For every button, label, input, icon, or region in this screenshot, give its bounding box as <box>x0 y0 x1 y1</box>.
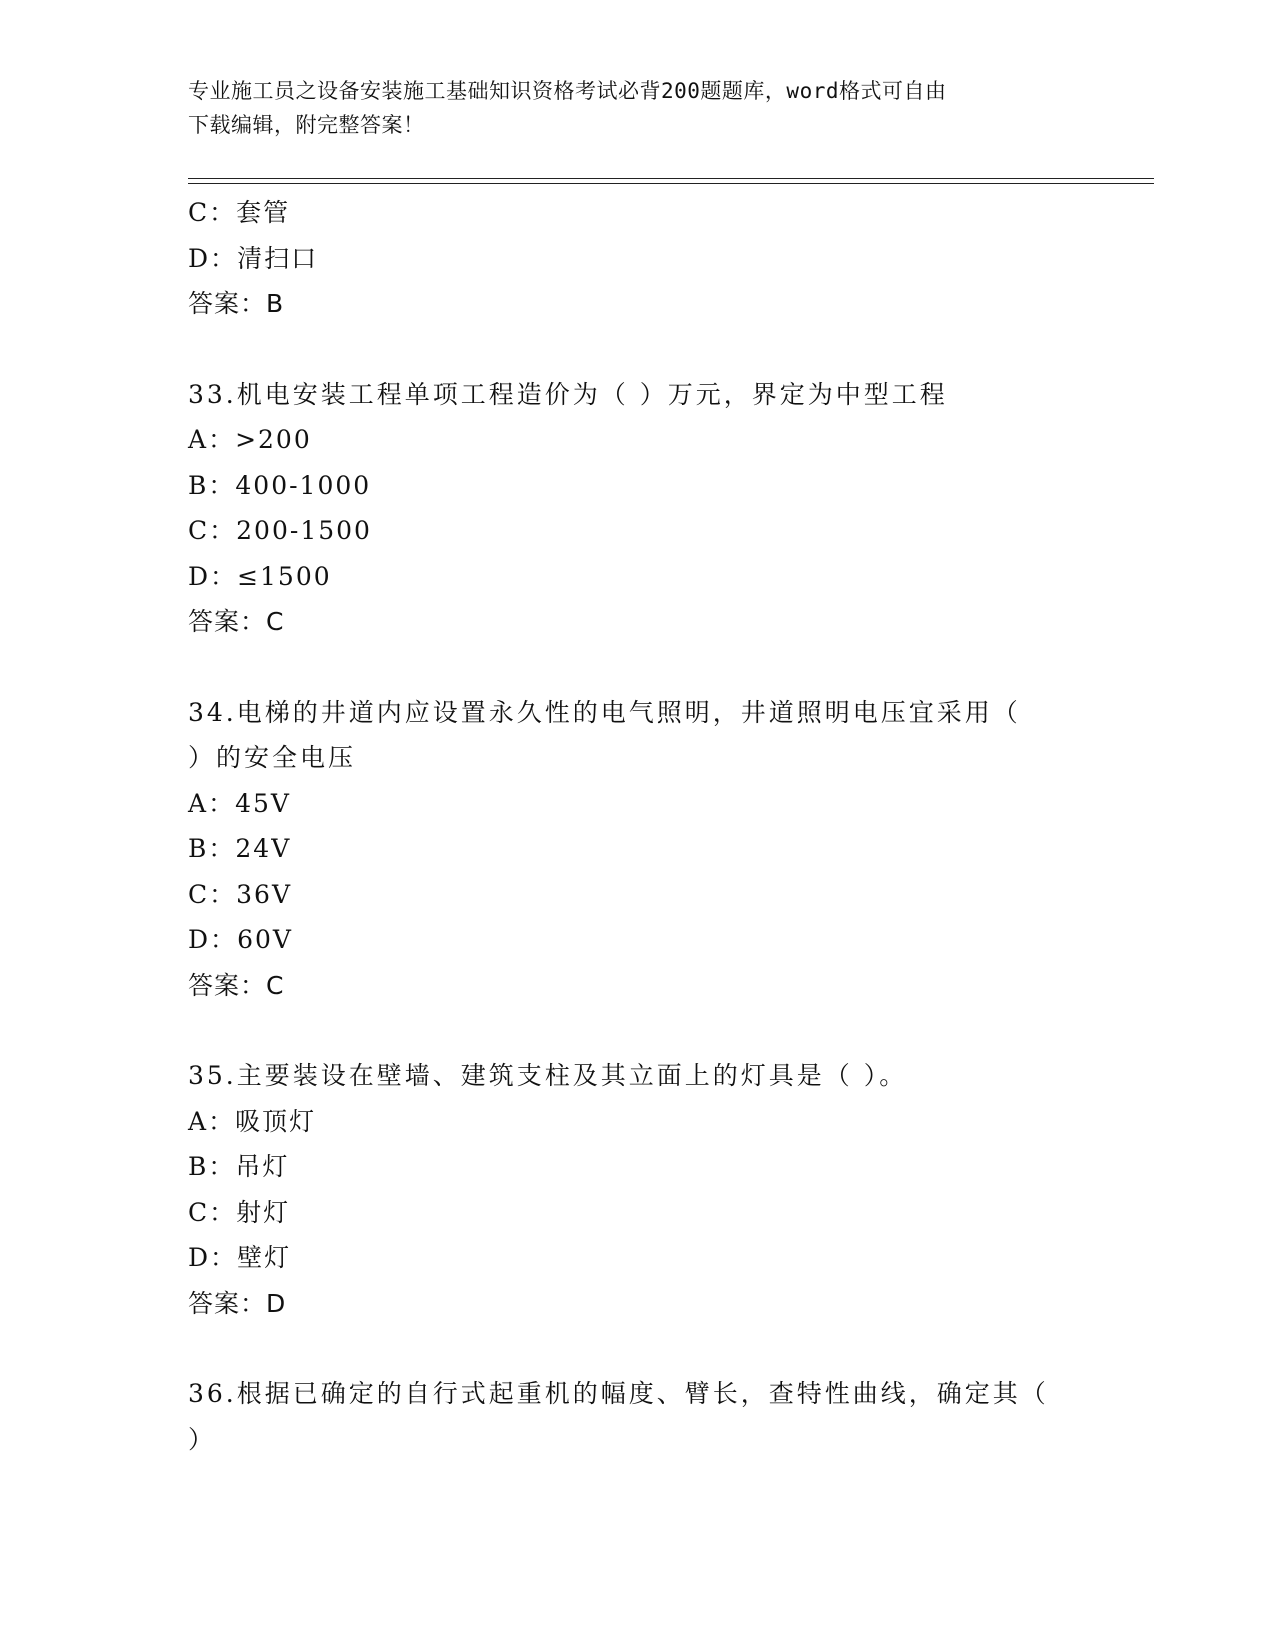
option-a: A：>200 <box>188 425 312 454</box>
option-label: B <box>188 470 209 500</box>
option-text: 套管 <box>236 198 291 227</box>
question-35 <box>188 1053 1108 1326</box>
option-label: C <box>188 1197 210 1227</box>
question-title-line: 35.主要装设在壁墙、建筑支柱及其立面上的灯具是（ ）。 <box>188 1061 908 1090</box>
option-d: D：壁灯 <box>188 1243 292 1272</box>
option-label: B <box>188 834 209 863</box>
question-title <box>188 1371 1108 1462</box>
option-text: 400-1000 <box>235 470 372 500</box>
option-c: C：200-1500 <box>188 516 372 545</box>
answer-line: 答案：C <box>188 970 285 1000</box>
question-36 <box>188 1371 1108 1462</box>
option-a: A：45V <box>188 788 291 818</box>
option-label: D <box>188 561 211 591</box>
option-d: D：清扫口 <box>188 243 319 273</box>
option-text: 60V <box>237 925 293 954</box>
option-text: 24V <box>235 834 292 863</box>
option-text: 45V <box>235 788 291 818</box>
option-b: B：吊灯 <box>188 1152 290 1181</box>
option-label: A <box>188 425 209 454</box>
option-text: 吸顶灯 <box>235 1106 317 1136</box>
question-title <box>188 372 1108 418</box>
option-label: D <box>188 1243 211 1272</box>
question-title-line: ） <box>188 1424 217 1454</box>
option-text: 壁灯 <box>237 1243 292 1272</box>
question-title-line: 34.电梯的井道内应设置永久性的电气照明，井道照明电压宜采用（ <box>188 697 1021 727</box>
option-c: C：套管 <box>188 198 291 227</box>
header-rule-top <box>188 178 1154 179</box>
option-c: C：射灯 <box>188 1197 291 1227</box>
option-a: A：吸顶灯 <box>188 1106 317 1136</box>
option-b: B：24V <box>188 834 292 863</box>
option-label: C <box>188 516 210 545</box>
option-label: B <box>188 1152 209 1181</box>
question-title <box>188 1053 1108 1099</box>
option-label: C <box>188 879 210 909</box>
answer-line: 答案：B <box>188 289 285 318</box>
option-d: D：60V <box>188 925 293 954</box>
question-33 <box>188 372 1108 645</box>
question-title-line: 33.机电安装工程单项工程造价为（ ）万元，界定为中型工程 <box>188 379 948 409</box>
question-title-line: 36.根据已确定的自行式起重机的幅度、臂长，查特性曲线，确定其（ <box>188 1379 1049 1408</box>
header-title-line-1: 专业施工员之设备安装施工基础知识资格考试必背200题题库，word格式可自由 <box>188 79 947 103</box>
option-label: D <box>188 925 211 954</box>
option-b: B：400-1000 <box>188 470 372 500</box>
answer-line: 答案：D <box>188 1288 287 1318</box>
option-label: C <box>188 198 210 227</box>
continued-question <box>188 190 1108 327</box>
header-title-line-2: 下载编辑，附完整答案！ <box>188 113 425 137</box>
question-title <box>188 690 1108 781</box>
document-header <box>188 74 1068 142</box>
option-label: A <box>188 1106 209 1136</box>
option-d: D：≤1500 <box>188 561 332 591</box>
option-text: 200-1500 <box>236 516 372 545</box>
answer-line: 答案：C <box>188 607 285 636</box>
option-text: ≤1500 <box>237 561 332 591</box>
option-text: 清扫口 <box>237 243 319 273</box>
question-34 <box>188 690 1108 1009</box>
option-text: 射灯 <box>236 1197 291 1227</box>
option-label: D <box>188 243 211 273</box>
option-text: >200 <box>235 425 312 454</box>
option-label: A <box>188 788 209 818</box>
option-text: 吊灯 <box>235 1152 290 1181</box>
question-title-line: ）的安全电压 <box>188 743 357 772</box>
option-c: C：36V <box>188 879 293 909</box>
header-rule-bottom <box>188 183 1154 184</box>
document-body <box>188 190 1108 1462</box>
option-text: 36V <box>236 879 293 909</box>
